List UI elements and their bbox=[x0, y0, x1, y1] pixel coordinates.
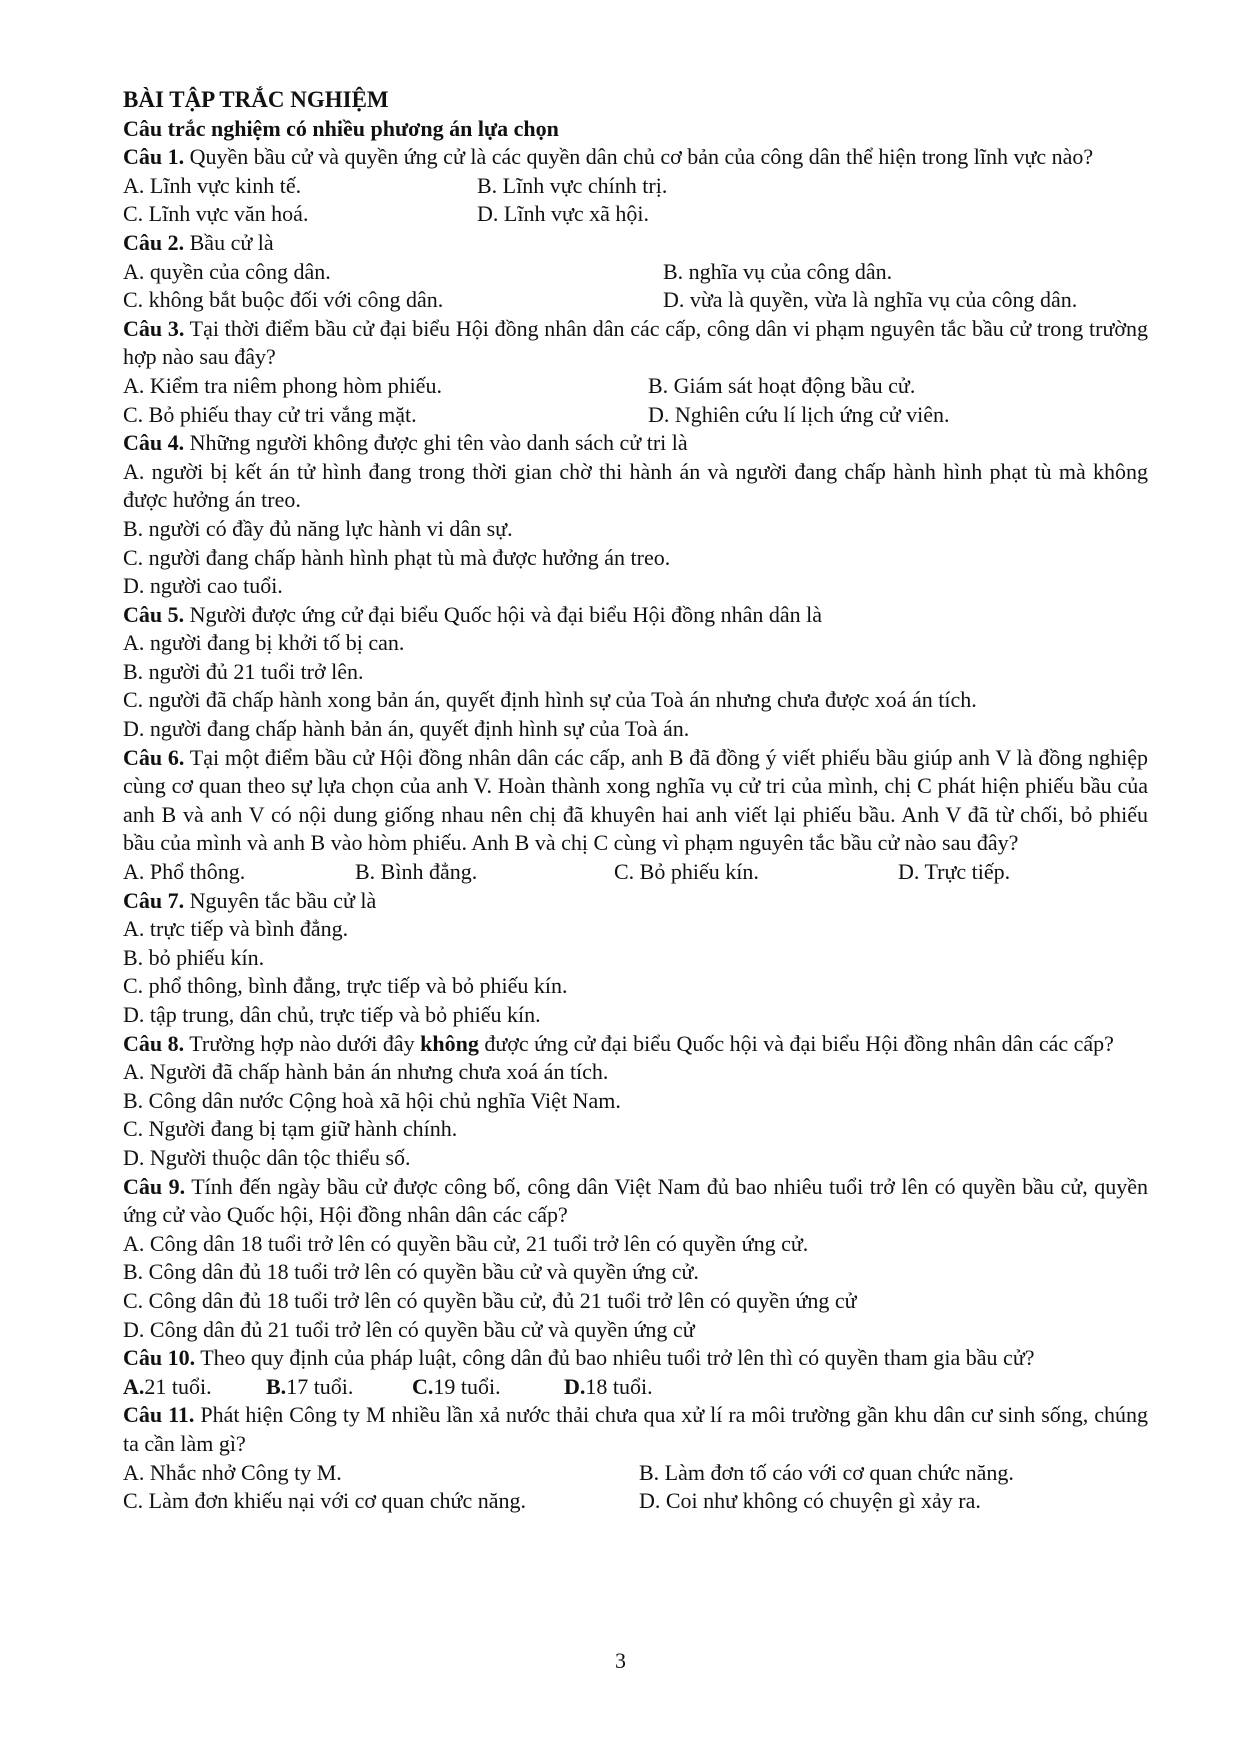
option-letter: C. bbox=[412, 1373, 434, 1399]
page-title: BÀI TẬP TRẮC NGHIỆM bbox=[123, 87, 389, 112]
option-b: B. Làm đơn tố cáo với cơ quan chức năng. bbox=[639, 1459, 1014, 1485]
option-a: A. người bị kết án tử hình đang trong thời gian chờ thi hành án và người đang chấp hành hình phạt tù mà không được hưởng án treo. bbox=[123, 458, 1148, 513]
question-label: Câu 3. bbox=[123, 315, 185, 341]
option-d: D. vừa là quyền, vừa là nghĩa vụ của công dân. bbox=[663, 287, 1078, 313]
options-row bbox=[123, 200, 1148, 229]
option-b: B. Công dân đủ 18 tuổi trở lên có quyền bầu cử và quyền ứng cử. bbox=[123, 1259, 699, 1285]
question-label: Câu 11. bbox=[123, 1402, 195, 1428]
question-1 bbox=[123, 143, 1148, 172]
option-a: A. Công dân 18 tuổi trở lên có quyền bầu cử, 21 tuổi trở lên có quyền ứng cử. bbox=[123, 1230, 809, 1256]
question-text: Nguyên tắc bầu cử là bbox=[184, 887, 377, 913]
question-text: Tại thời điểm bầu cử đại biểu Hội đồng nhân dân các cấp, công dân vi phạm nguyên tắc bầu cử trong trường hợp nào sau đây? bbox=[123, 315, 1149, 370]
option-a: A. trực tiếp và bình đẳng. bbox=[123, 916, 349, 942]
option-b bbox=[266, 1373, 412, 1402]
option-c: C. người đang chấp hành hình phạt tù mà được hưởng án treo. bbox=[123, 544, 671, 570]
question-text: Phát hiện Công ty M nhiều lần xả nước thải chưa qua xử lí ra môi trường gần khu dân cư sinh sống, chúng ta cần làm gì? bbox=[123, 1402, 1148, 1456]
option-c: C. Lĩnh vực văn hoá. bbox=[123, 201, 309, 227]
question-label: Câu 10. bbox=[123, 1345, 196, 1371]
option-text: 17 tuổi. bbox=[286, 1373, 354, 1399]
question-4 bbox=[123, 429, 1148, 458]
options-row bbox=[123, 1373, 1148, 1402]
option-d: D. Trực tiếp. bbox=[898, 859, 1011, 885]
option-b: B. Giám sát hoạt động bầu cử. bbox=[648, 372, 916, 398]
emphasis-text: không bbox=[420, 1030, 479, 1056]
option-d: D. Nghiên cứu lí lịch ứng cử viên. bbox=[648, 401, 950, 427]
option-b: B. bỏ phiếu kín. bbox=[123, 944, 265, 970]
question-6 bbox=[123, 744, 1148, 858]
options-row bbox=[123, 858, 1148, 887]
option-a: A. quyền của công dân. bbox=[123, 258, 331, 284]
option-d: D. người cao tuổi. bbox=[123, 573, 283, 599]
option-letter: A. bbox=[123, 1373, 145, 1399]
options-row bbox=[123, 172, 1148, 201]
option-b: B. Lĩnh vực chính trị. bbox=[477, 172, 668, 198]
section-subtitle: Câu trắc nghiệm có nhiều phương án lựa chọn bbox=[123, 115, 559, 141]
option-b: B. Bình đẳng. bbox=[355, 859, 478, 885]
option-c: C. Bỏ phiếu kín. bbox=[614, 859, 759, 885]
question-8 bbox=[123, 1030, 1148, 1059]
question-text: Trường hợp nào dưới đây bbox=[184, 1030, 421, 1056]
option-a: A. Phổ thông. bbox=[123, 859, 246, 885]
option-c: C. không bắt buộc đối với công dân. bbox=[123, 287, 444, 313]
option-b: B. Công dân nước Cộng hoà xã hội chủ nghĩa Việt Nam. bbox=[123, 1087, 621, 1113]
document-page bbox=[123, 86, 1148, 1516]
option-c: C. Làm đơn khiếu nại với cơ quan chức năng. bbox=[123, 1488, 527, 1514]
option-c: C. người đã chấp hành xong bản án, quyết định hình sự của Toà án nhưng chưa được xoá án tích. bbox=[123, 687, 977, 713]
page-number: 3 bbox=[615, 1648, 626, 1673]
options-row bbox=[123, 1459, 1148, 1488]
option-d: D. Lĩnh vực xã hội. bbox=[477, 201, 650, 227]
option-a: A. Kiểm tra niêm phong hòm phiếu. bbox=[123, 372, 442, 398]
options-row bbox=[123, 1487, 1148, 1516]
option-a: A. người đang bị khởi tố bị can. bbox=[123, 630, 405, 656]
question-label: Câu 9. bbox=[123, 1173, 186, 1199]
options-row bbox=[123, 372, 1148, 401]
option-letter: B. bbox=[266, 1373, 287, 1399]
option-d: D. tập trung, dân chủ, trực tiếp và bỏ phiếu kín. bbox=[123, 1002, 541, 1027]
option-c bbox=[412, 1373, 564, 1402]
option-c: C. Công dân đủ 18 tuổi trở lên có quyền bầu cử, đủ 21 tuổi trở lên có quyền ứng cử bbox=[123, 1287, 857, 1313]
question-label: Câu 7. bbox=[123, 887, 185, 913]
question-5 bbox=[123, 601, 1148, 630]
option-b: B. nghĩa vụ của công dân. bbox=[663, 258, 893, 284]
question-label: Câu 6. bbox=[123, 744, 185, 770]
option-text: 19 tuổi. bbox=[433, 1373, 501, 1399]
question-label: Câu 1. bbox=[123, 144, 185, 170]
options-row bbox=[123, 258, 1148, 287]
question-label: Câu 2. bbox=[123, 229, 185, 255]
options-row bbox=[123, 286, 1148, 315]
question-text: Những người không được ghi tên vào danh sách cử tri là bbox=[184, 430, 688, 456]
question-label: Câu 8. bbox=[123, 1030, 185, 1056]
option-d: D. Công dân đủ 21 tuổi trở lên có quyền bầu cử và quyền ứng cử bbox=[123, 1316, 695, 1342]
option-text: 21 tuổi. bbox=[144, 1373, 212, 1399]
question-10 bbox=[123, 1344, 1148, 1373]
question-9 bbox=[123, 1173, 1148, 1230]
option-d bbox=[564, 1373, 653, 1402]
question-text: Theo quy định của pháp luật, công dân đủ bao nhiêu tuổi trở lên thì có quyền tham gia bầu cử? bbox=[195, 1345, 1035, 1371]
option-a bbox=[123, 1373, 266, 1402]
option-a: A. Người đã chấp hành bản án nhưng chưa xoá án tích. bbox=[123, 1059, 609, 1085]
option-a: A. Nhắc nhở Công ty M. bbox=[123, 1459, 342, 1485]
question-text-cont: được ứng cử đại biểu Quốc hội và đại biểu Hội đồng nhân dân các cấp? bbox=[478, 1030, 1114, 1056]
question-label: Câu 4. bbox=[123, 430, 185, 456]
option-c: C. Người đang bị tạm giữ hành chính. bbox=[123, 1116, 458, 1142]
option-letter: D. bbox=[564, 1373, 586, 1399]
option-d: D. người đang chấp hành bản án, quyết định hình sự của Toà án. bbox=[123, 716, 690, 742]
question-3 bbox=[123, 315, 1148, 372]
option-d: D. Người thuộc dân tộc thiểu số. bbox=[123, 1144, 411, 1170]
option-d: D. Coi như không có chuyện gì xảy ra. bbox=[639, 1488, 981, 1514]
question-text: Tại một điểm bầu cử Hội đồng nhân dân các cấp, anh B đã đồng ý viết phiếu bầu giúp anh V là đồng nghiệp cùng cơ quan theo sự lựa chọn của anh V. Hoàn thành xong nghĩa vụ cử tri của mình, chị C phát hiện phiếu bầu của anh B và anh V có nội dung giống nhau nên chị đã khuyên hai anh viết lại phiếu bầu. Anh V đã từ chối, bỏ phiếu bầu của mình và anh B vào hòm phiếu. Anh B và chị C cùng vì phạm nguyên tắc bầu cử nào sau đây? bbox=[123, 744, 1149, 856]
question-label: Câu 5. bbox=[123, 601, 185, 627]
question-11 bbox=[123, 1401, 1148, 1458]
option-c: C. phổ thông, bình đẳng, trực tiếp và bỏ phiếu kín. bbox=[123, 973, 568, 999]
option-c: C. Bỏ phiếu thay cử tri vắng mặt. bbox=[123, 401, 417, 427]
question-2 bbox=[123, 229, 1148, 258]
option-a: A. Lĩnh vực kinh tế. bbox=[123, 172, 302, 198]
question-text: Quyền bầu cử và quyền ứng cử là các quyền dân chủ cơ bản của công dân thể hiện trong lĩnh vực nào? bbox=[184, 144, 1094, 170]
question-7 bbox=[123, 887, 1148, 916]
options-row bbox=[123, 401, 1148, 430]
question-text: Bầu cử là bbox=[184, 229, 274, 255]
question-text: Người được ứng cử đại biểu Quốc hội và đại biểu Hội đồng nhân dân là bbox=[184, 601, 823, 627]
option-b: B. người có đầy đủ năng lực hành vi dân sự. bbox=[123, 515, 513, 541]
option-b: B. người đủ 21 tuổi trở lên. bbox=[123, 658, 364, 684]
option-text: 18 tuổi. bbox=[585, 1373, 653, 1399]
question-text: Tính đến ngày bầu cử được công bố, công dân Việt Nam đủ bao nhiêu tuổi trở lên có quyền bầu cử, quyền ứng cử vào Quốc hội, Hội đồng nhân dân các cấp? bbox=[123, 1173, 1148, 1228]
